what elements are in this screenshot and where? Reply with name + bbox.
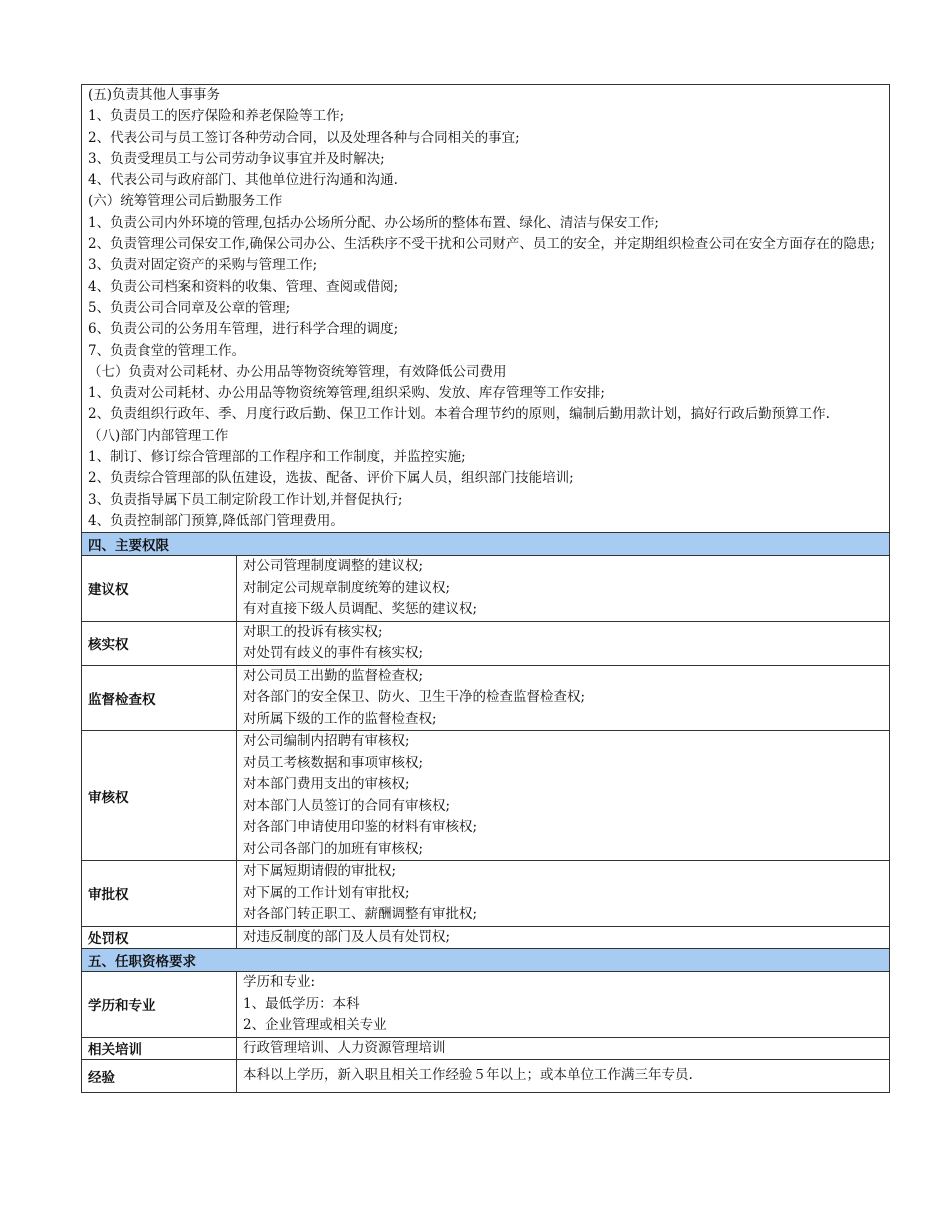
qualification-row — [82, 1037, 890, 1060]
authority-values — [237, 621, 890, 665]
resp-line: 2、负责综合管理部的队伍建设，选拔、配备、评价下属人员，组织部门技能培训; — [88, 470, 574, 487]
resp-line: （七）负责对公司耗材、办公用品等物资统筹管理，有效降低公司费用 — [88, 363, 507, 380]
qualification-values — [237, 1037, 890, 1060]
resp-line: 1、制订、修订综合管理部的工作程序和工作制度，并监控实施; — [88, 449, 466, 466]
qualification-label: 学历和专业 — [82, 972, 237, 1038]
authority-item: 对下属短期请假的审批权; — [243, 863, 397, 880]
resp-line: 1、负责员工的医疗保险和养老保险等工作; — [88, 108, 345, 125]
responsibilities-row — [82, 85, 890, 533]
resp-line: 1、负责公司内外环境的管理,包括办公场所分配、办公场所的整体布置、绿化、清洁与保安工作; — [88, 214, 659, 231]
resp-line: 2、负责管理公司保安工作,确保公司办公、生活秩序不受干扰和公司财产、员工的安全，并定期组织检查公司在安全方面存在的隐患; — [88, 236, 875, 253]
qualification-item: 1、最低学历：本科 — [243, 995, 360, 1012]
qualification-item: 行政管理培训、人力资源管理培训 — [243, 1039, 446, 1056]
authority-item: 对下属的工作计划有审批权; — [243, 884, 410, 901]
authority-row — [82, 665, 890, 731]
section-header-authority — [82, 533, 890, 556]
authority-label: 建议权 — [82, 556, 237, 622]
authority-item: 对违反制度的部门及人员有处罚权; — [243, 928, 451, 945]
authority-item: 对各部门转正职工、薪酬调整有审批权; — [243, 906, 478, 923]
authority-label: 监督检查权 — [82, 665, 237, 731]
authority-row — [82, 621, 890, 665]
authority-item: 对职工的投诉有核实权; — [243, 623, 383, 640]
authority-row — [82, 556, 890, 622]
section-title: 四、主要权限 — [82, 533, 890, 556]
qualification-item: 2、企业管理或相关专业 — [243, 1017, 387, 1034]
resp-line: 2、负责组织行政年、季、月度行政后勤、保卫工作计划。本着合理节约的原则，编制后勤用款计划，搞好行政后勤预算工作. — [88, 406, 830, 423]
authority-item: 对制定公司规章制度统筹的建议权; — [243, 579, 451, 596]
authority-label: 审核权 — [82, 731, 237, 861]
qualification-values — [237, 972, 890, 1038]
authority-row — [82, 926, 890, 949]
resp-line: 3、负责受理员工与公司劳动争议事宜并及时解决; — [88, 150, 385, 167]
qualification-label: 相关培训 — [82, 1037, 237, 1060]
resp-line: 6、负责公司的公务用车管理，进行科学合理的调度; — [88, 321, 399, 338]
qualification-row — [82, 972, 890, 1038]
resp-line: (五)负责其他人事事务 — [88, 87, 221, 103]
authority-row — [82, 731, 890, 861]
qualification-values — [237, 1060, 890, 1093]
resp-line: 4、代表公司与政府部门、其他单位进行沟通和沟通. — [88, 172, 398, 189]
authority-values — [237, 665, 890, 731]
authority-values — [237, 861, 890, 927]
resp-line: 2、代表公司与员工签订各种劳动合同，以及处理各种与合同相关的事宜; — [88, 129, 520, 146]
resp-line: （八)部门内部管理工作 — [88, 427, 229, 444]
authority-label: 审批权 — [82, 861, 237, 927]
resp-line: 1、负责对公司耗材、办公用品等物资统筹管理,组织采购、发放、库存管理等工作安排; — [88, 385, 605, 402]
authority-item: 有对直接下级人员调配、奖惩的建议权; — [243, 601, 478, 618]
authority-row — [82, 861, 890, 927]
authority-item: 对员工考核数据和事项审核权; — [243, 754, 424, 771]
authority-item: 对本部门人员签订的合同有审核权; — [243, 797, 451, 814]
qualification-item: 学历和专业: — [243, 974, 316, 991]
resp-line: 4、负责控制部门预算,降低部门管理费用。 — [88, 512, 344, 529]
authority-item: 对公司管理制度调整的建议权; — [243, 558, 424, 575]
resp-line: 7、负责食堂的管理工作。 — [88, 342, 246, 359]
authority-item: 对所属下级的工作的监督检查权; — [243, 710, 437, 727]
qualification-row — [82, 1060, 890, 1093]
resp-line: 3、负责指导属下员工制定阶段工作计划,并督促执行; — [88, 491, 403, 508]
authority-item: 对公司各部门的加班有审核权; — [243, 840, 424, 857]
section-title: 五、任职资格要求 — [82, 949, 890, 972]
responsibilities-cell — [82, 85, 890, 533]
authority-item: 对公司员工出勤的监督检查权; — [243, 667, 424, 684]
authority-item: 对处罚有歧义的事件有核实权; — [243, 645, 424, 662]
resp-line: (六）统筹管理公司后勤服务工作 — [88, 193, 283, 210]
authority-values — [237, 556, 890, 622]
authority-item: 对本部门费用支出的审核权; — [243, 776, 410, 793]
authority-item: 对各部门的安全保卫、防火、卫生干净的检查监督检查权; — [243, 689, 586, 706]
job-description-table — [81, 84, 890, 1093]
resp-line: 4、负责公司档案和资料的收集、管理、查阅或借阅; — [88, 278, 399, 295]
authority-item: 对各部门申请使用印鉴的材料有审核权; — [243, 819, 478, 836]
authority-label: 核实权 — [82, 621, 237, 665]
authority-item: 对公司编制内招聘有审核权; — [243, 733, 410, 750]
authority-label: 处罚权 — [82, 926, 237, 949]
resp-line: 5、负责公司合同章及公章的管理; — [88, 299, 291, 316]
section-header-qualifications — [82, 949, 890, 972]
qualification-item: 本科以上学历，新入职且相关工作经验５年以上；或本单位工作满三年专员. — [243, 1067, 693, 1084]
authority-values — [237, 926, 890, 949]
qualification-label: 经验 — [82, 1060, 237, 1093]
resp-line: 3、负责对固定资产的采购与管理工作; — [88, 257, 318, 274]
authority-values — [237, 731, 890, 861]
